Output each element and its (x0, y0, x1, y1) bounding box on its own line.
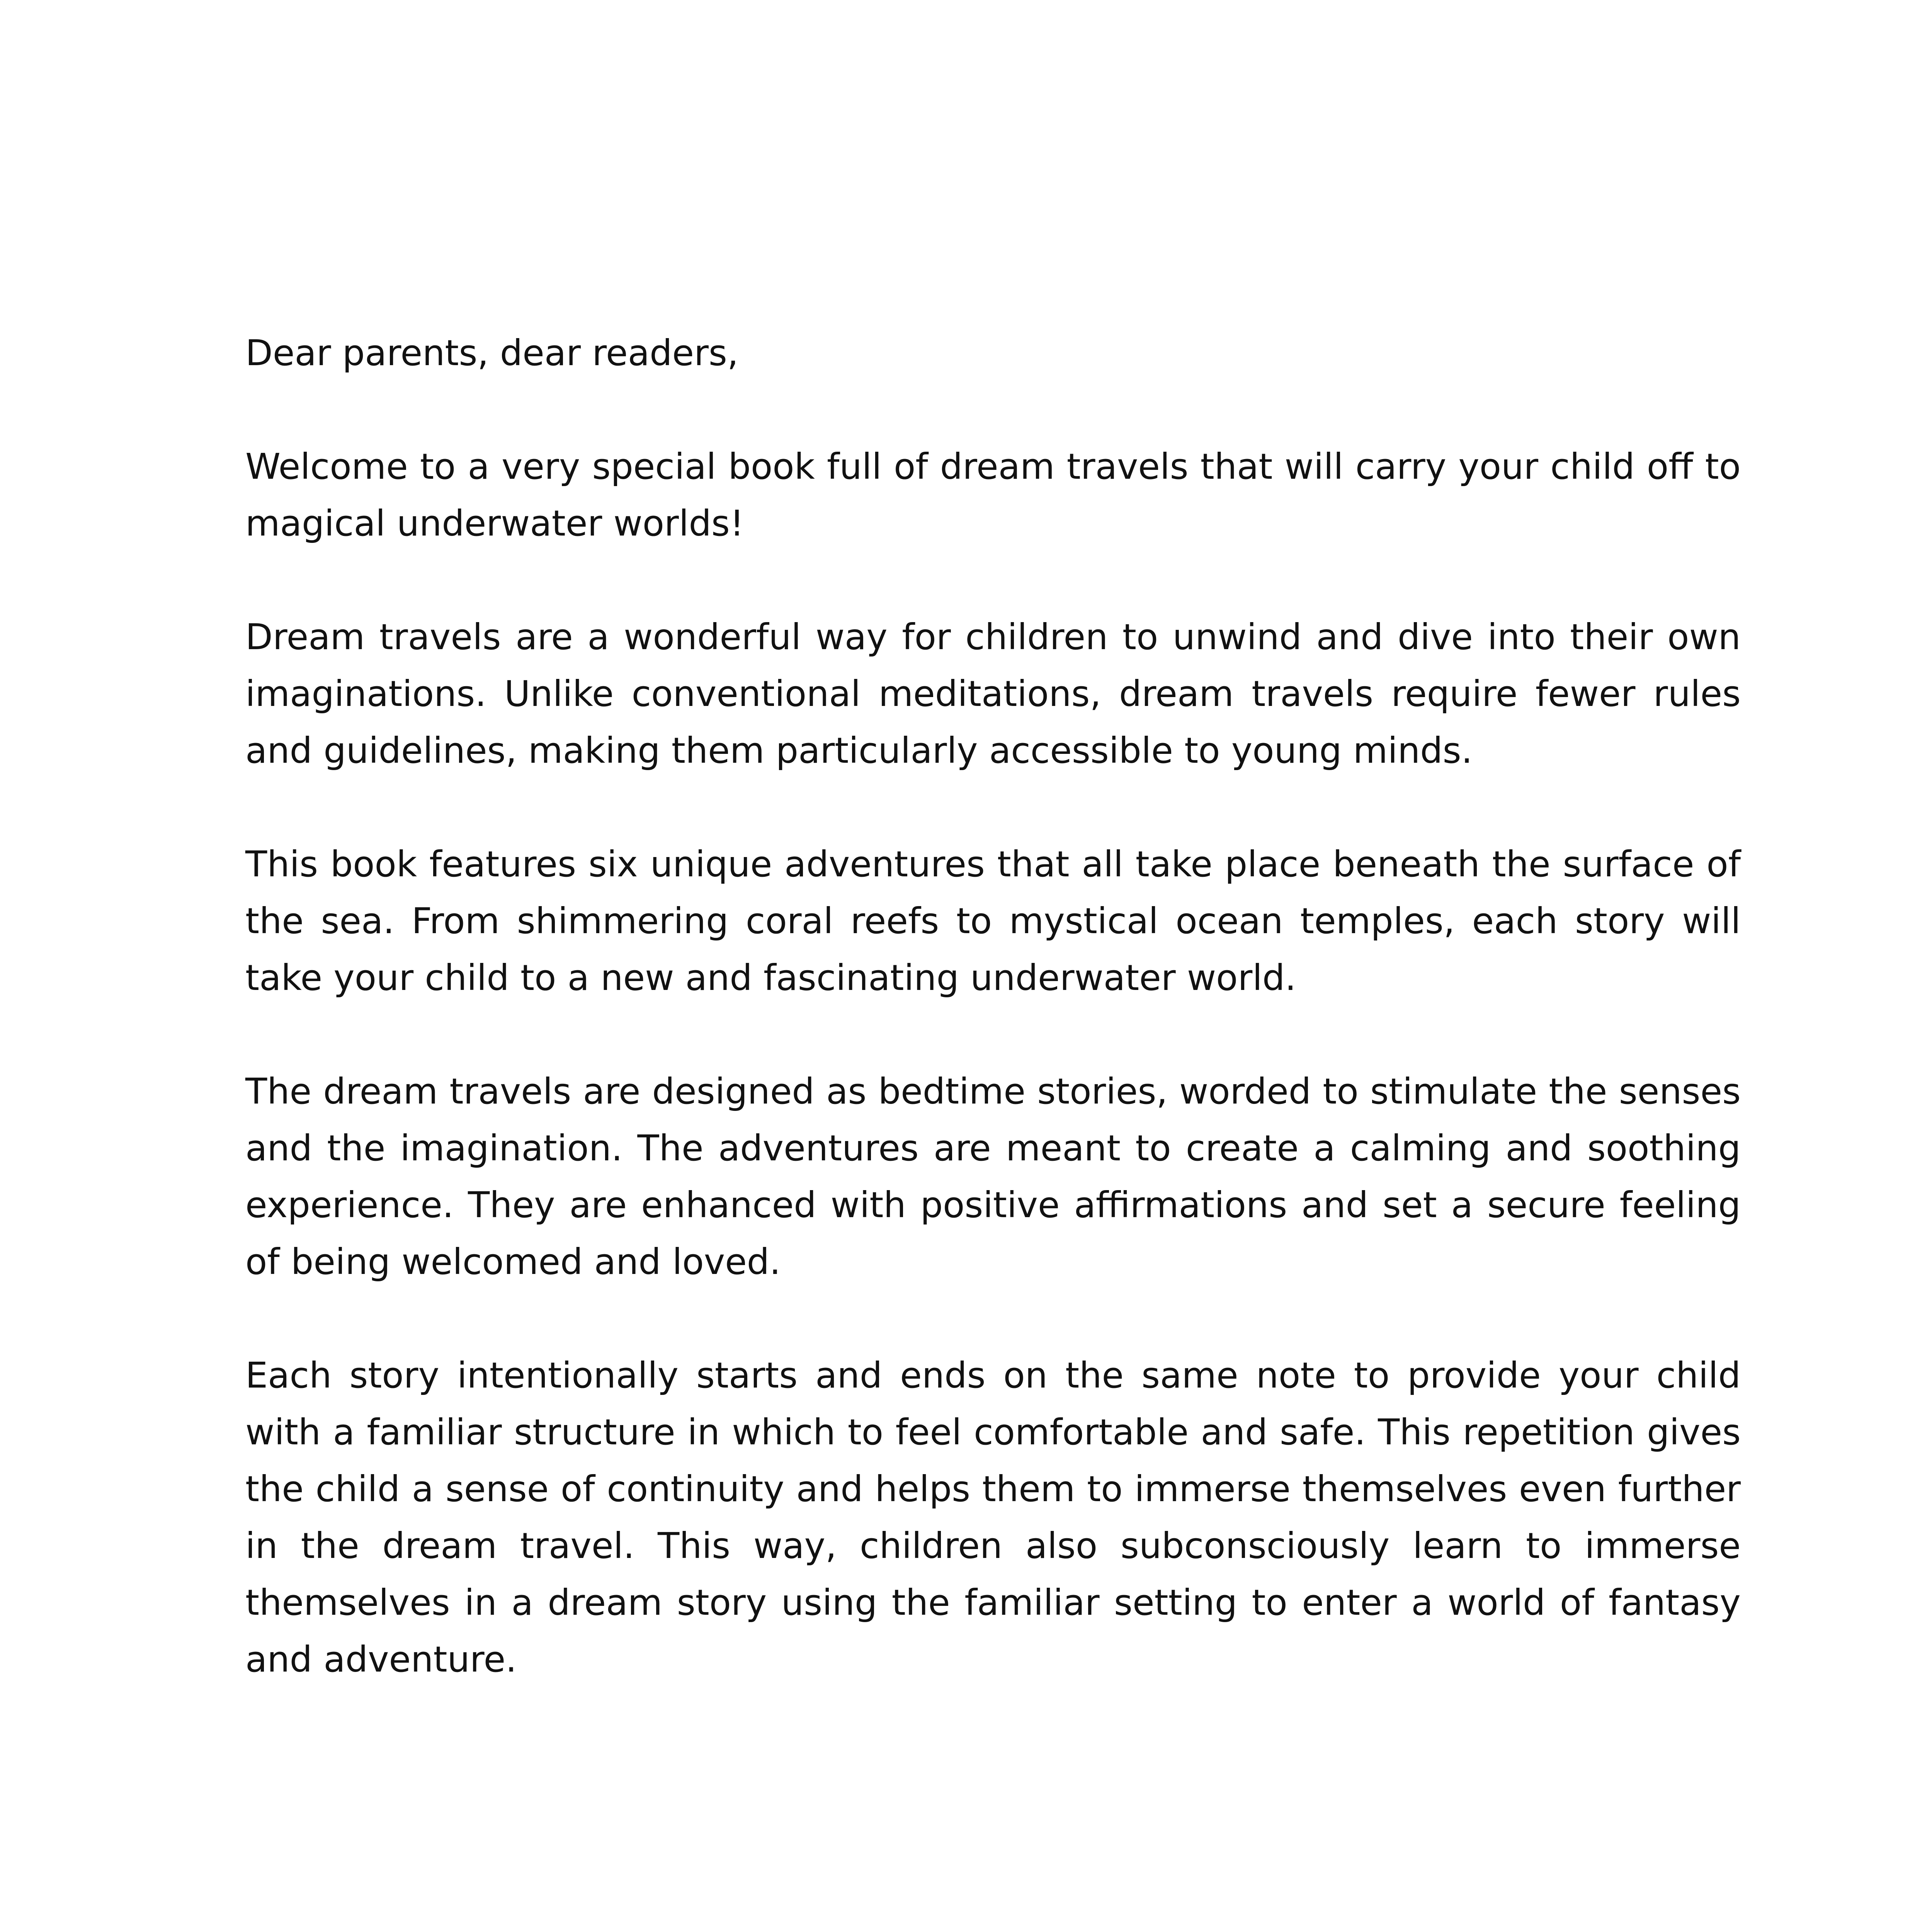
letter-body (245, 325, 1741, 1688)
paragraph-six-adventures: This book features six unique adventures that all take place beneath the surface of the sea. From shimmering coral reefs to mystical ocean temples, each story will take your child to a new and fascinating underwater world. (245, 844, 1741, 998)
salutation: Dear parents, dear readers, (245, 332, 739, 374)
paragraph-bedtime-stories: The dream travels are designed as bedtime stories, worded to stimulate the senses and the imagination. The adventures are meant to create a calming and soothing experience. They are enhanced with positive affirmations and set a secure feeling of being welcomed and loved. (245, 1071, 1741, 1282)
paragraph-dream-travels: Dream travels are a wonderful way for children to unwind and dive into their own imaginations. Unlike conventional meditations, dream travels require fewer rules and guidelines, making them particularly accessible to young minds. (245, 616, 1741, 771)
paragraph-story-structure: Each story intentionally starts and ends on the same note to provide your child with a familiar structure in which to feel comfortable and safe. This repetition gives the child a sense of continuity and helps them to immerse themselves even further in the dream travel. This way, children also subconsciously learn to immerse themselves in a dream story using the familiar setting to enter a world of fantasy and adventure. (245, 1355, 1741, 1680)
paragraph-welcome: Welcome to a very special book full of dream travels that will carry your child off to magical underwater worlds! (245, 446, 1741, 544)
